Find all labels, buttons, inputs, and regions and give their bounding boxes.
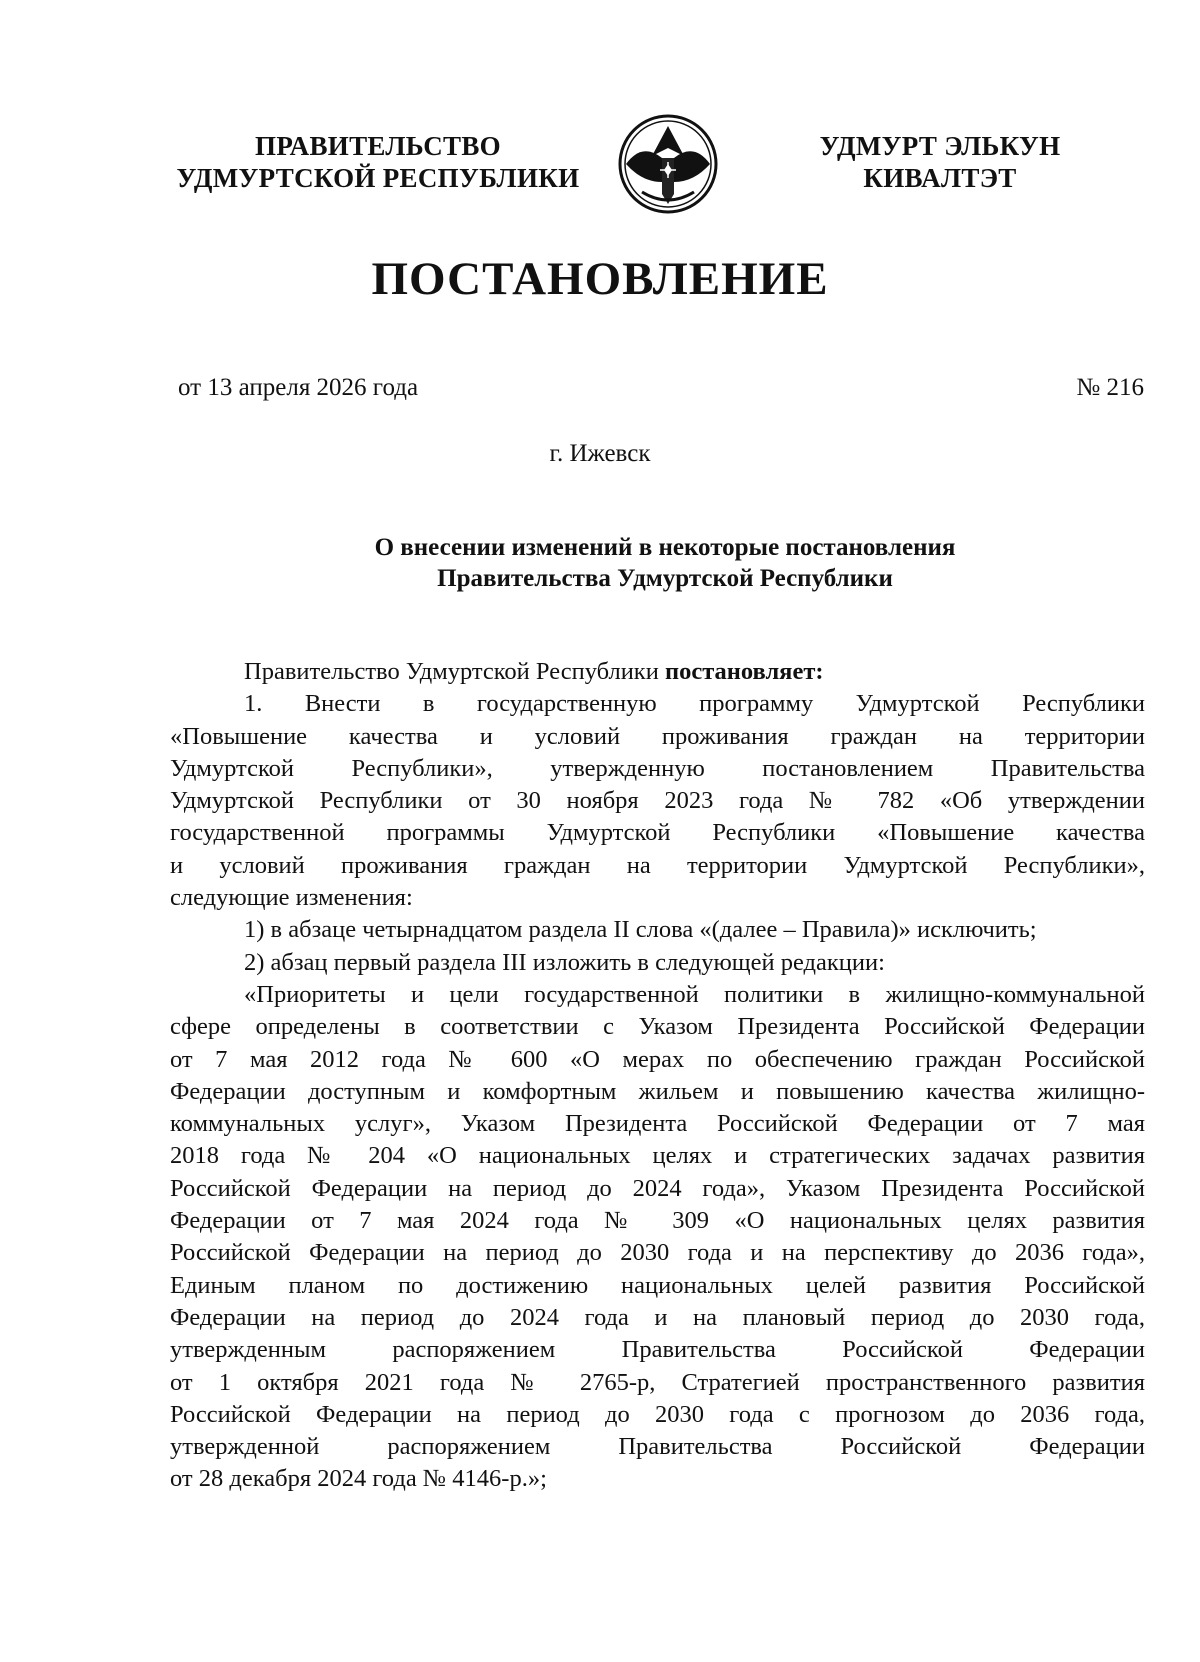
body-line: «Приоритеты и цели государственной политики в жилищно-коммунальной (244, 980, 1145, 1008)
body-line: следующие изменения: (170, 884, 413, 912)
body-line: государственной программы Удмуртской Республики «Повышение качества (170, 819, 1145, 847)
document-city: г. Ижевск (549, 440, 651, 467)
body-line: от 1 октября 2021 года № 2765-р, Стратегией пространственного развития (170, 1368, 1145, 1396)
body-line: Федерации на период до 2024 года и на плановый период до 2030 года, (170, 1303, 1145, 1331)
government-name-udmurt (790, 130, 1090, 194)
body-line: сфере определены в соответствии с Указом Президента Российской Федерации (170, 1013, 1145, 1041)
body-line: Федерации от 7 мая 2024 года № 309 «О национальных целях развития (170, 1207, 1145, 1235)
body-line: от 28 декабря 2024 года № 4146-р.»; (170, 1465, 547, 1493)
preamble (170, 656, 1145, 688)
body-line: Российской Федерации на период до 2030 года с прогнозом до 2036 года, (170, 1400, 1145, 1428)
udmurt-name-line-2: КИВАЛТЭТ (863, 163, 1017, 193)
coat-of-arms-icon (612, 112, 724, 216)
body-line: «Повышение качества и условий проживания граждан на территории (170, 722, 1145, 750)
government-name-line-2: УДМУРТСКОЙ РЕСПУБЛИКИ (176, 163, 580, 193)
body-line: утвержденной распоряжением Правительства Российской Федерации (170, 1433, 1145, 1461)
document-number: № 216 (1076, 374, 1144, 401)
government-name-russian (168, 130, 588, 194)
udmurt-name-line-1: УДМУРТ ЭЛЬКУН (819, 131, 1061, 161)
body-line: утвержденным распоряжением Правительства Российской Федерации (170, 1336, 1145, 1364)
body-line: Единым планом по достижению национальных целей развития Российской (170, 1271, 1145, 1299)
body-line: Федерации доступным и комфортным жильем и повышению качества жилищно- (170, 1077, 1145, 1105)
subject-line-2: Правительства Удмуртской Республики (437, 565, 893, 592)
document-date: от 13 апреля 2026 года (178, 374, 419, 401)
body-line: 2) абзац первый раздела III изложить в следующей редакции: (244, 948, 885, 976)
body-line: 2018 года № 204 «О национальных целях и стратегических задачах развития (170, 1142, 1145, 1170)
body-line: Удмуртской Республики от 30 ноября 2023 года № 782 «Об утверждении (170, 787, 1145, 815)
body-line: Удмуртской Республики», утвержденную постановлением Правительства (170, 754, 1145, 782)
preamble-verb: постановляет: (664, 658, 824, 685)
document-subject (230, 532, 1100, 594)
body-line: Российской Федерации на период до 2024 года», Указом Президента Российской (170, 1174, 1145, 1202)
body-line: коммунальных услуг», Указом Президента Российской Федерации от 7 мая (170, 1110, 1145, 1138)
document-title: ПОСТАНОВЛЕНИЕ (371, 253, 829, 305)
body-line: от 7 мая 2012 года № 600 «О мерах по обеспечению граждан Российской (170, 1045, 1145, 1073)
body-line: и условий проживания граждан на территории Удмуртской Республики», (170, 851, 1145, 879)
body-line: 1. Внести в государственную программу Удмуртской Республики (244, 690, 1145, 718)
government-name-line-1: ПРАВИТЕЛЬСТВО (255, 131, 501, 161)
subject-line-1: О внесении изменений в некоторые постановления (374, 534, 956, 561)
preamble-text: Правительство Удмуртской Республики (244, 658, 665, 685)
document-body (170, 656, 1145, 1496)
body-line: 1) в абзаце четырнадцатом раздела II слова «(далее – Правила)» исключить; (244, 916, 1037, 944)
body-line: Российской Федерации на период до 2030 года и на перспективу до 2036 года», (170, 1239, 1145, 1267)
